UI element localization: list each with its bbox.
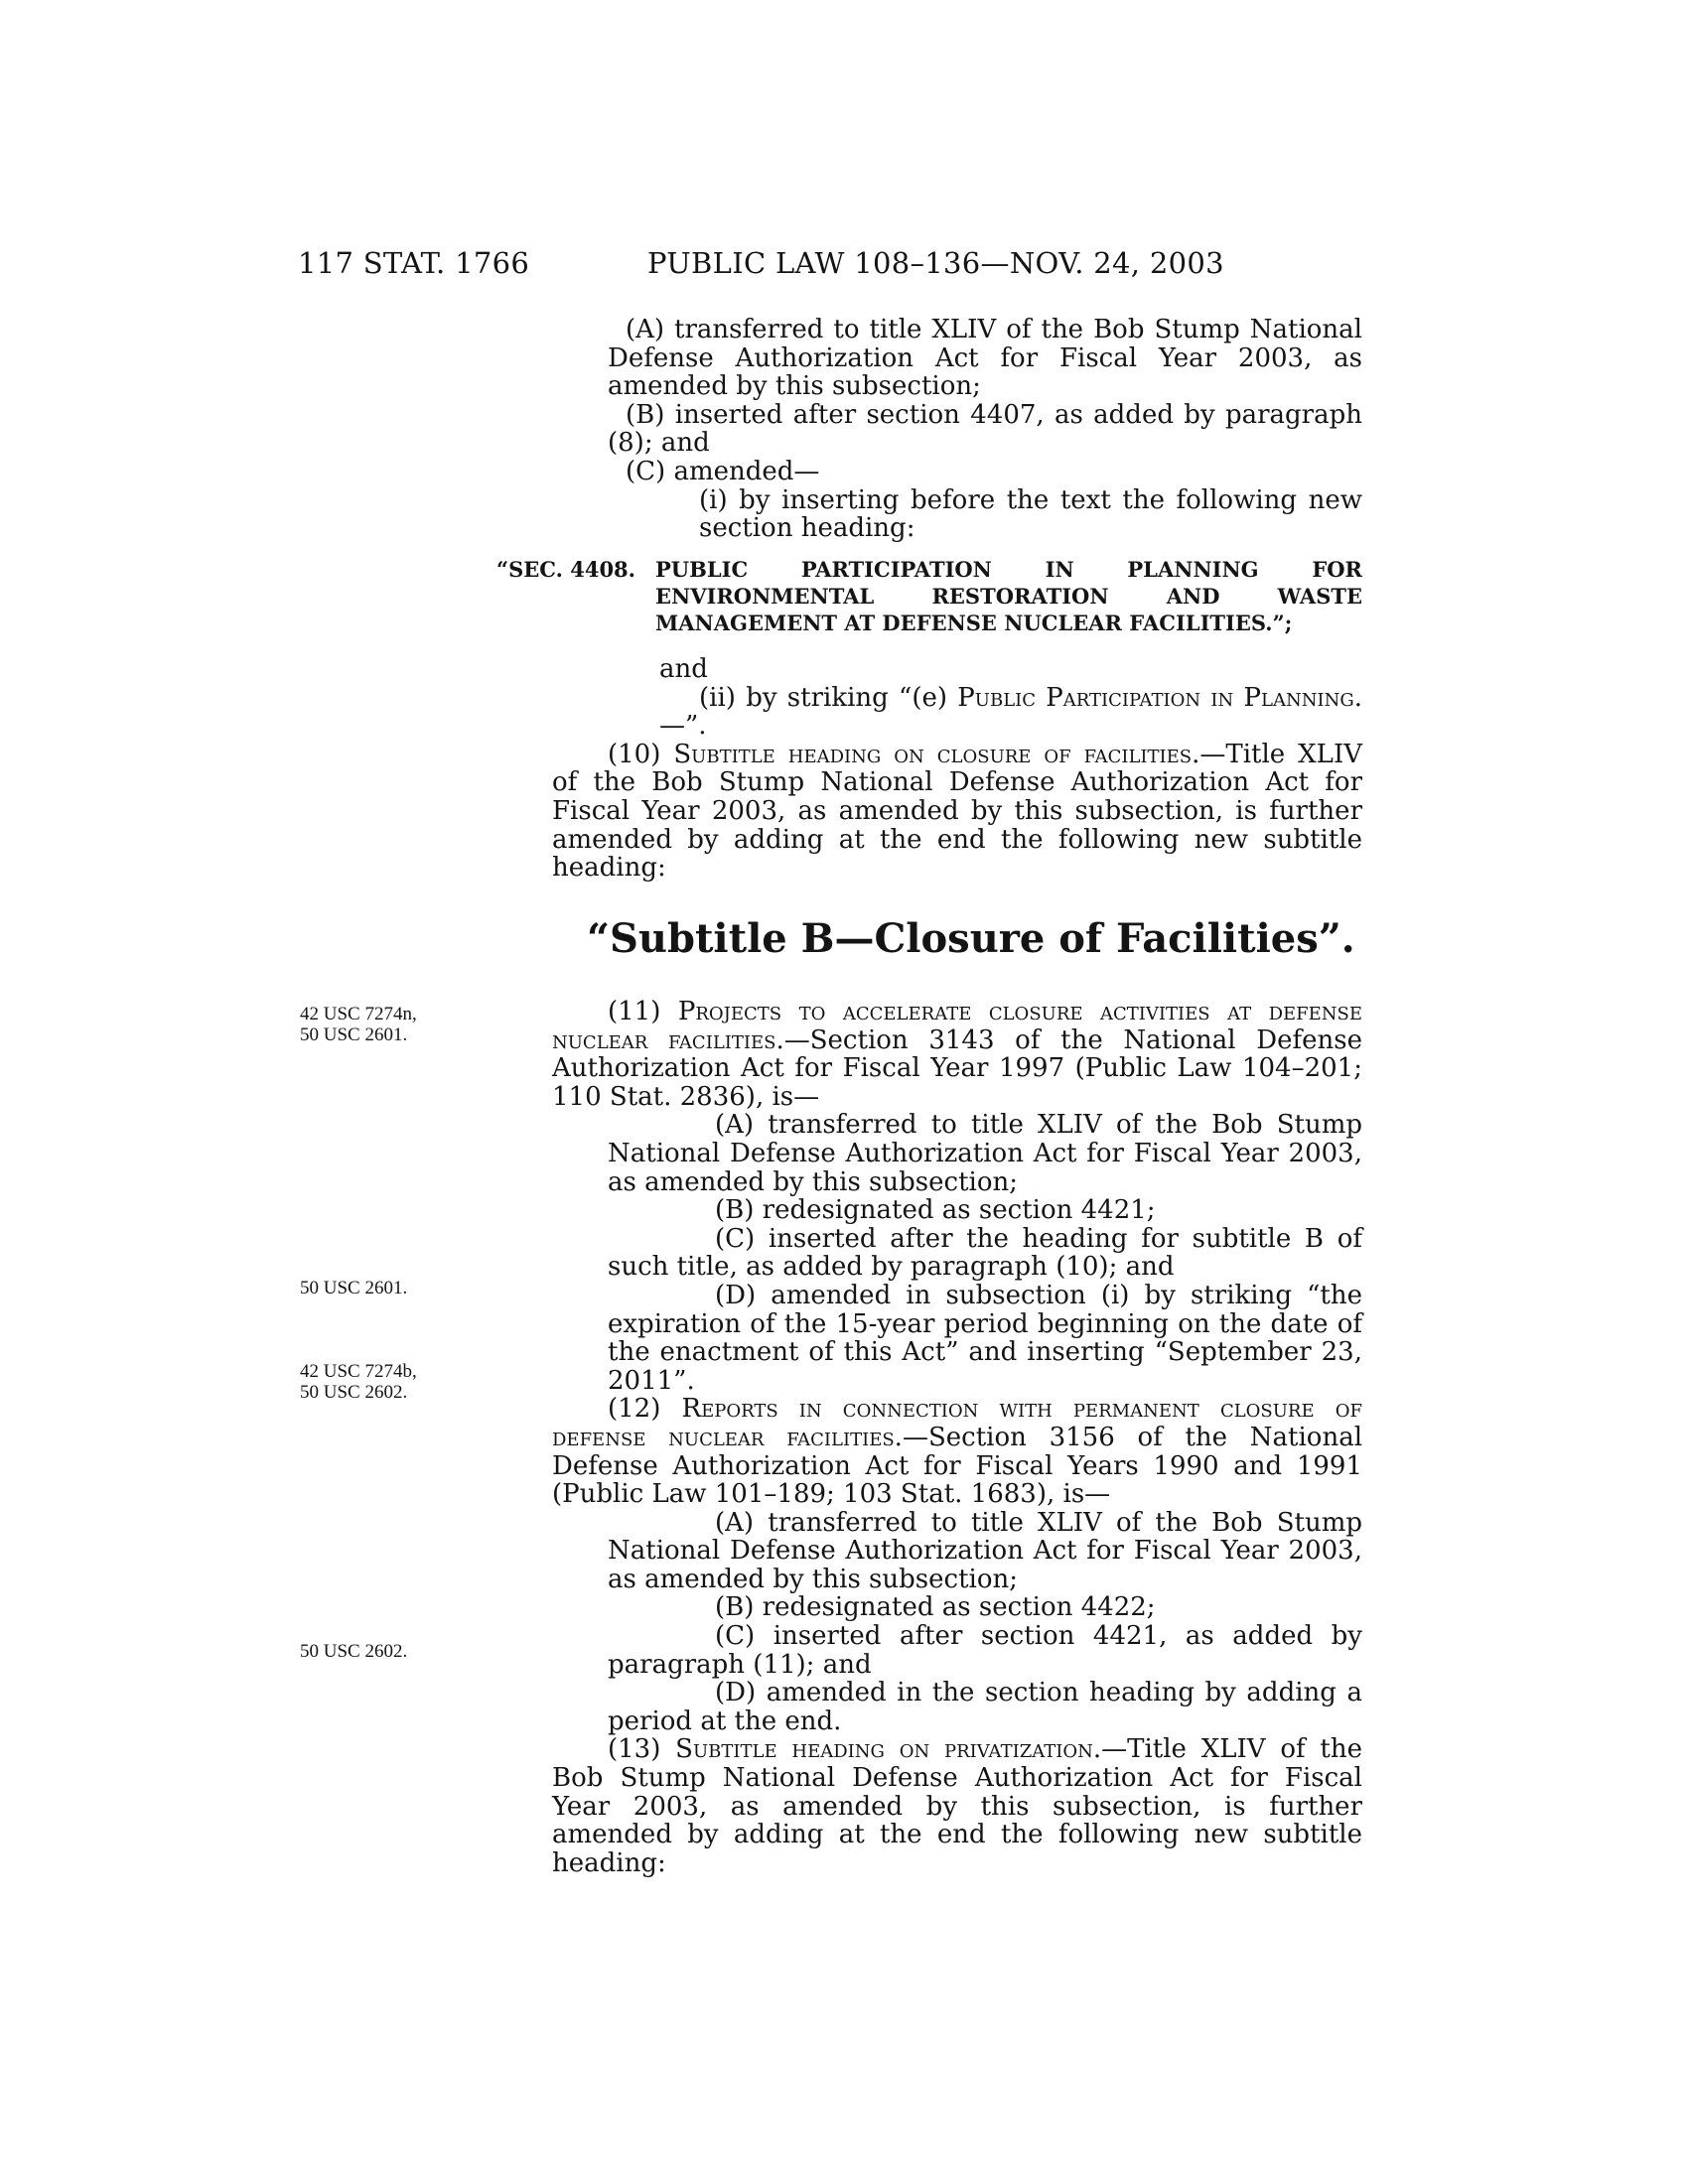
margin-note-4-line: 50 USC 2602.	[300, 1641, 408, 1662]
margin-note-3	[300, 1361, 417, 1403]
item-a	[608, 316, 1362, 401]
item-b-text: (B) inserted after section 4407, as added by paragraph (8); and	[608, 399, 1362, 459]
paragraph-12-c-text: (C) inserted after section 4421, as added by paragraph (11); and	[608, 1621, 1362, 1680]
margin-note-1-line1: 42 USC 7274n,	[300, 1004, 417, 1024]
item-c	[608, 458, 1362, 486]
paragraph-12-c	[552, 1622, 1362, 1679]
paragraph-11-text: —Section 3143 of the National Defense Authorization Act for Fiscal Year 1997 (Public Law 104–201; 110 Stat. 2836), is—	[552, 1024, 1362, 1112]
and-line	[552, 655, 1362, 684]
paragraph-11-b	[552, 1196, 1362, 1225]
margin-note-2-line: 50 USC 2601.	[300, 1278, 408, 1298]
paragraph-12-b-text: (B) redesignated as section 4422;	[715, 1592, 1156, 1623]
paragraph-12-d	[552, 1679, 1362, 1735]
margin-note-2	[300, 1278, 407, 1298]
paragraph-11-a	[552, 1111, 1362, 1196]
paragraph-11-d-text: (D) amended in subsection (i) by striking “the expiration of the 15-year period beginning on the date of the enactment of this Act” and inserting “September 23, 2011”.	[608, 1280, 1362, 1396]
section-heading-label: “SEC. 4408.	[496, 557, 635, 582]
paragraph-13-heading: Subtitle heading on privatization.	[675, 1734, 1102, 1765]
subtitle-heading: “Subtitle B—Closure of Facilities”.	[587, 915, 1355, 962]
paragraph-12-a	[552, 1509, 1362, 1594]
item-c-i-text: (i) by inserting before the text the following new section heading:	[699, 484, 1362, 544]
paragraph-10-text: —Title XLIV of the Bob Stump National Defense Authorization Act for Fiscal Year 2003, as amended by this subsection, is further amended by adding at the end the following new subtitle heading:	[552, 739, 1362, 884]
paragraph-13-text: —Title XLIV of the Bob Stump National Defense Authorization Act for Fiscal Year 2003, as amended by this subsection, is further amended by adding at the end the following new subtitle heading:	[552, 1734, 1362, 1878]
item-c-ii-prefix: (ii) by striking “(e)	[699, 682, 958, 713]
margin-note-3-line1: 42 USC 7274b,	[300, 1361, 417, 1382]
paragraph-11-b-text: (B) redesignated as section 4421;	[715, 1195, 1156, 1226]
and-text: and	[659, 654, 708, 684]
margin-note-1	[300, 1004, 417, 1045]
text-block-paragraphs-11-13	[552, 998, 1362, 1877]
paragraph-11-a-text: (A) transferred to title XLIV of the Bob Stump National Defense Authorization Act for Fiscal Year 2003, as amended by this subsection;	[608, 1110, 1362, 1197]
paragraph-11-c	[552, 1225, 1362, 1282]
paragraph-13	[552, 1735, 1362, 1877]
item-c-i	[608, 486, 1362, 543]
paragraph-12-number: (12)	[608, 1394, 682, 1425]
paragraph-12-heading: Reports in connection with permanent closure of defense nuclear facilities.	[552, 1394, 1362, 1452]
paragraph-13-number: (13)	[608, 1734, 676, 1765]
paragraph-10	[552, 741, 1362, 883]
paragraph-12-d-text: (D) amended in the section heading by adding a period at the end.	[608, 1678, 1362, 1736]
margin-note-3-line2: 50 USC 2602.	[300, 1382, 408, 1403]
paragraph-11-number: (11)	[608, 997, 678, 1026]
item-b	[608, 401, 1362, 458]
paragraph-12	[552, 1395, 1362, 1508]
running-header-title: PUBLIC LAW 108–136—NOV. 24, 2003	[647, 246, 1224, 280]
paragraph-11-d	[552, 1282, 1362, 1395]
paragraph-11-c-text: (C) inserted after the heading for subtitle B of such title, as added by paragraph (10); and	[608, 1223, 1362, 1283]
margin-note-4	[300, 1641, 407, 1662]
stat-page-number: 117 STAT. 1766	[298, 246, 530, 280]
item-c-text: (C) amended—	[626, 456, 820, 486]
section-heading-text: PUBLIC PARTICIPATION IN PLANNING FOR ENVIRONMENTAL RESTORATION AND WASTE MANAGEMENT AT DEFENSE NUCLEAR FACILITIES.”;	[655, 557, 1362, 635]
item-c-ii	[552, 684, 1362, 741]
paragraph-12-text: —Section 3156 of the National Defense Authorization Act for Fiscal Years 1990 and 1991 (Public Law 101–189; 103 Stat. 1683), is—	[552, 1422, 1363, 1510]
item-c-ii-smallcaps: Public Participation in Planning.	[957, 682, 1362, 713]
paragraph-11-heading: Projects to accelerate closure activities at defense nuclear facilities.	[552, 997, 1362, 1055]
paragraph-10-number: (10)	[608, 739, 674, 769]
text-block-continuation	[608, 316, 1362, 543]
margin-note-1-line2: 50 USC 2601.	[300, 1024, 408, 1045]
paragraph-10-heading: Subtitle heading on closure of facilities.	[673, 739, 1200, 769]
paragraph-11	[552, 998, 1362, 1111]
paragraph-12-b	[552, 1593, 1362, 1622]
item-a-text: (A) transferred to title XLIV of the Bob Stump National Defense Authorization Act for Fiscal Year 2003, as amended by this subsection;	[608, 315, 1362, 402]
text-block-paragraph-10	[552, 655, 1362, 883]
paragraph-12-a-text: (A) transferred to title XLIV of the Bob Stump National Defense Authorization Act for Fiscal Year 2003, as amended by this subsection;	[608, 1507, 1362, 1594]
item-c-ii-suffix: —”.	[659, 711, 707, 742]
